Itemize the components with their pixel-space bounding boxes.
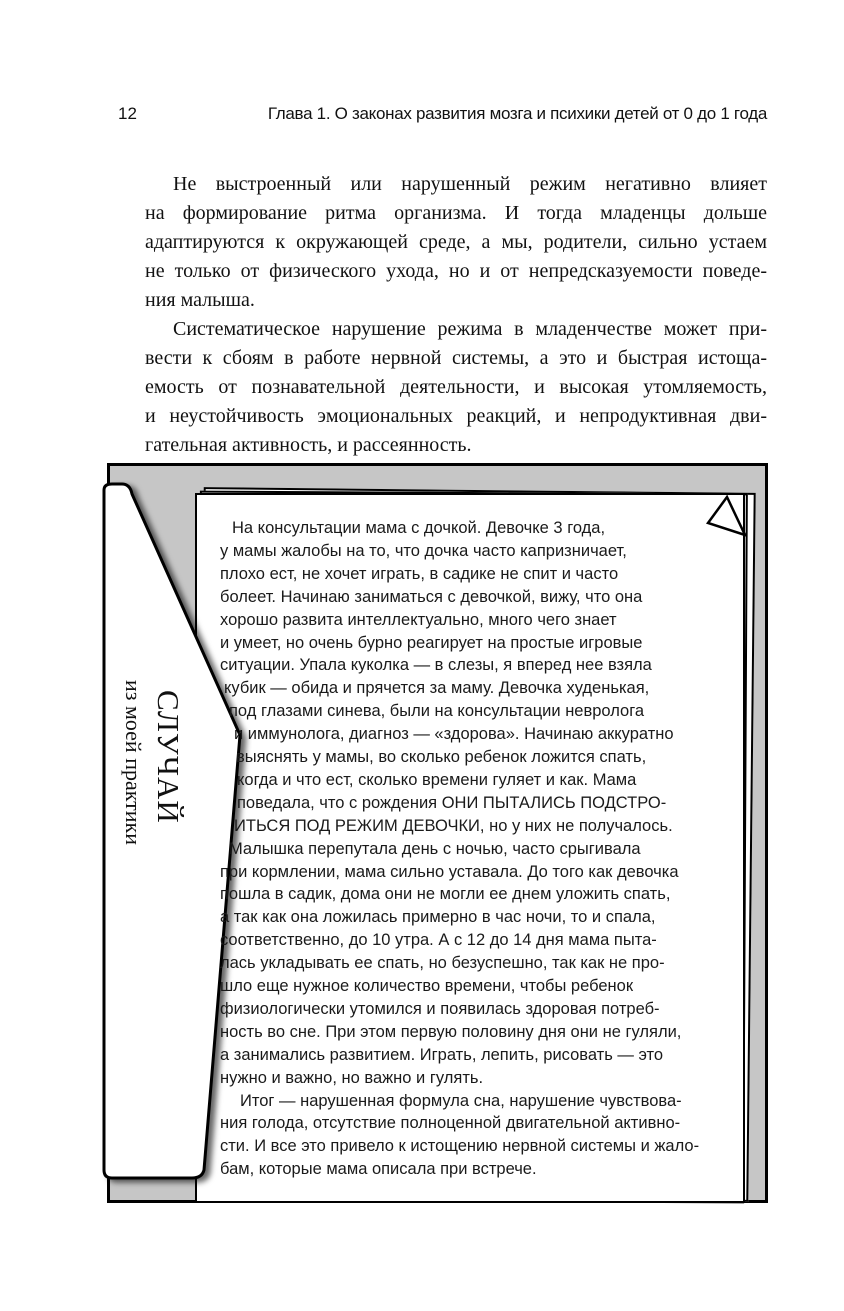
body-text-line: гательная активность, и рассеянность. [145, 434, 472, 456]
case-text-line: а занимались развитием. Играть, лепить, рисовать — это [220, 1045, 664, 1064]
body-text-line: Систематическое нарушение режима в младенчестве может при- [173, 318, 767, 340]
case-text-line: ность во сне. При этом первую половину дня они не гуляли, [220, 1022, 682, 1041]
case-text-line: Итог — нарушенная формула сна, нарушение чувствова- [240, 1091, 682, 1110]
case-text-line: когда и что ест, сколько времени гуляет и как. Мама [237, 770, 637, 789]
case-text-line: бам, которые мама описала при встрече. [220, 1160, 537, 1179]
case-text-line: под глазами синева, были на консультации невролога [229, 702, 645, 721]
case-text-line: хорошо развита интеллектуально, много чего знает [220, 610, 617, 629]
case-text-line: кубик — обида и прячется за маму. Девочка худенькая, [224, 679, 650, 698]
body-text-line: Не выстроенный или нарушенный режим негативно влияет [173, 173, 767, 195]
case-text-line: болеет. Начинаю заниматься с девочкой, вижу, что она [220, 587, 643, 606]
case-text-line: соответственно, до 10 утра. А с 12 до 14 дня мама пыта- [220, 931, 657, 950]
case-text-line: пошла в садик, дома они не могли ее днем уложить спать, [220, 885, 671, 904]
body-text-line: не только от физического ухода, но и от непредсказуемости поведе- [145, 260, 767, 282]
body-text-line: и неустойчивость эмоциональных реакций, и непродуктивная дви- [145, 405, 767, 427]
case-text-line: при кормлении, мама сильно уставала. До того как девочка [220, 862, 679, 881]
body-text-line: ния малыша. [145, 289, 255, 311]
case-text-line: ситуации. Упала куколка — в слезы, я вперед нее взяла [220, 656, 652, 675]
case-text-line: а так как она ложилась примерно в час ночи, то и спала, [220, 908, 656, 927]
case-text-line: ния голода, отсутствие полноценной двигательной активно- [220, 1114, 681, 1133]
case-text-line: плохо ест, не хочет играть, в садике не спит и часто [220, 564, 619, 583]
body-text-line: на формирование ритма организма. И тогда младенцы дольше [145, 202, 767, 224]
case-text-line: ИТЬСЯ ПОД РЕЖИМ ДЕВОЧКИ, но у них не получалось. [234, 816, 673, 835]
case-text-line: нужно и важно, но важно и гулять. [220, 1068, 484, 1087]
body-text-line: вести к сбоям в работе нервной системы, а это и быстрая истоща- [145, 347, 767, 369]
case-title: СЛУЧАЙ [151, 690, 186, 824]
page-fold-icon [705, 495, 750, 540]
body-text-line: адаптируются к окружающей среде, а мы, родители, сильно устаем [145, 231, 767, 253]
case-text-line: шло еще нужное количество времени, чтобы ребенок [220, 977, 634, 995]
main-text [145, 170, 767, 460]
case-text-line: физиологически утомился и появилась здоровая потреб- [220, 999, 660, 1018]
case-text-line: лась укладывать ее спать, но безуспешно, так как не про- [220, 954, 665, 973]
case-text-line: и иммунолога, диагноз — «здорова». Начинаю аккуратно [234, 725, 674, 744]
body-text-line: емость от познавательной деятельности, и высокая утомляемость, [145, 376, 767, 398]
case-text-line: На консультации мама с дочкой. Девочке 3 года, [232, 519, 606, 537]
case-subtitle: из моей практики [121, 680, 146, 845]
case-text-line: Малышка перепутала день с ночью, часто срыгивала [229, 839, 641, 858]
case-text-line: у мамы жалобы на то, что дочка часто капризничает, [220, 541, 627, 560]
case-text-line: поведала, что с рождения ОНИ ПЫТАЛИСЬ ПОДСТРО- [237, 793, 667, 812]
case-text-line: и умеет, но очень бурно реагирует на простые игровые [220, 633, 643, 652]
page-number: 12 [118, 104, 137, 123]
case-text-line: сти. И все это привело к истощению нервной системы и жало- [220, 1137, 700, 1156]
case-text-line: выяснять у мамы, во сколько ребенок ложится спать, [236, 748, 647, 766]
running-title: Глава 1. О законах развития мозга и психики детей от 0 до 1 года [267, 104, 767, 123]
